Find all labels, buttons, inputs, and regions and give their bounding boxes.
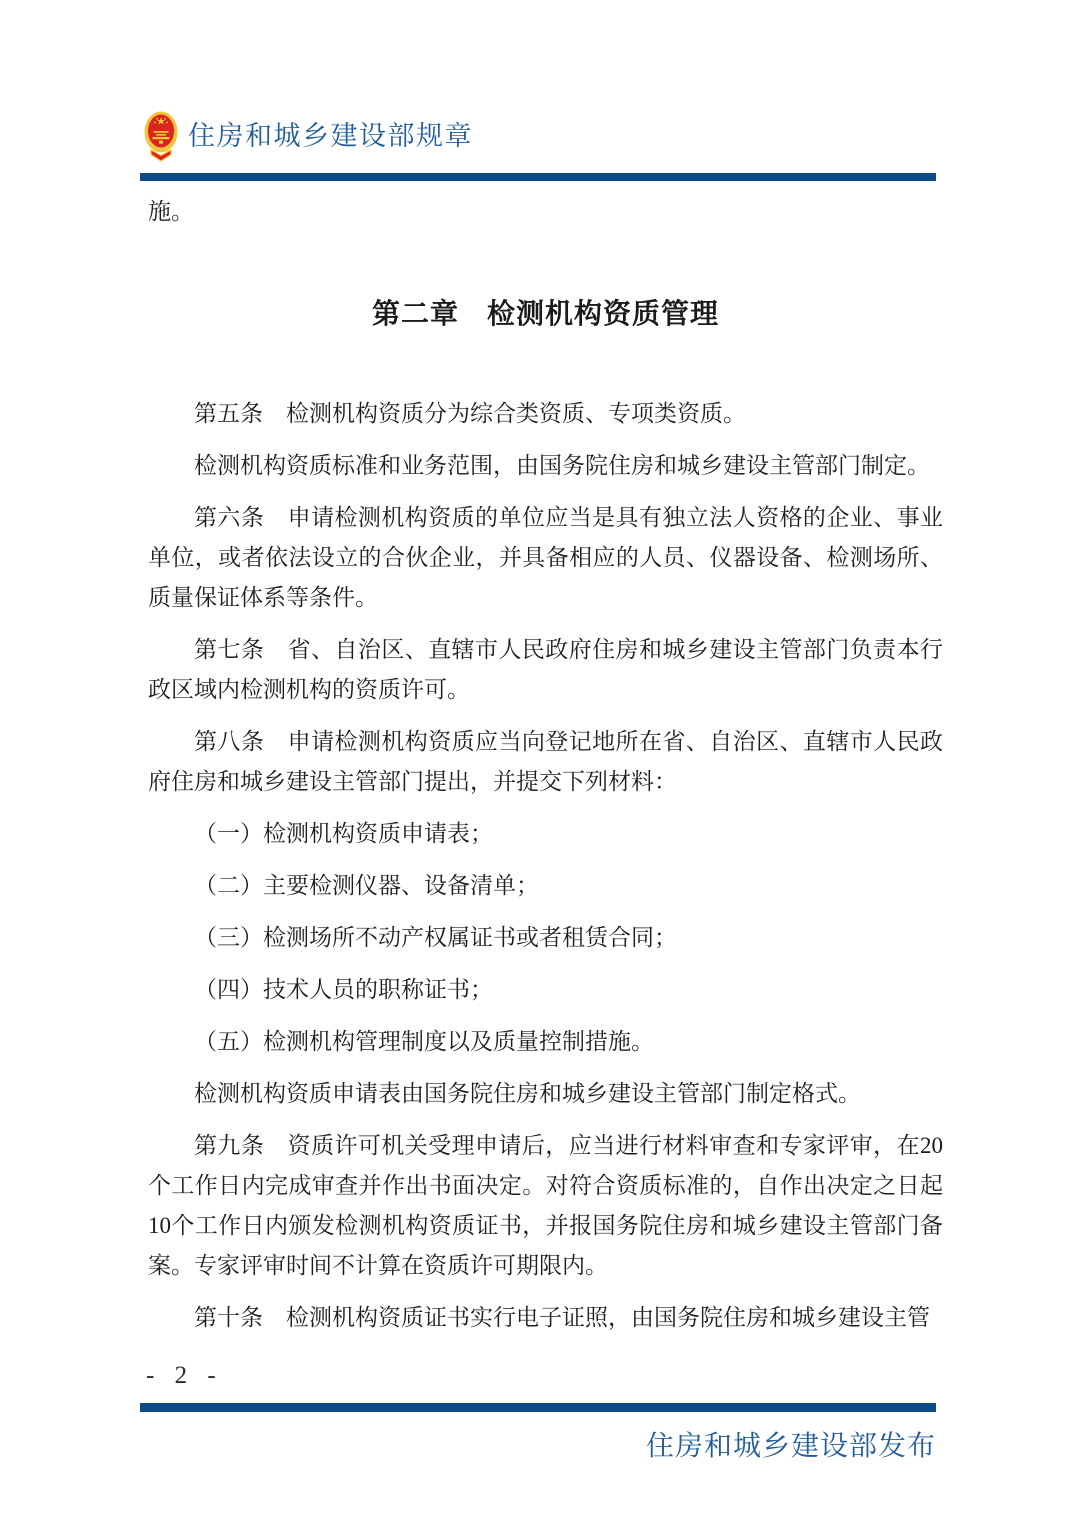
body-paragraph: 第十条 检测机构资质证书实行电子证照，由国务院住房和城乡建设主管 bbox=[194, 1305, 930, 1330]
body-paragraph: 第八条 申请检测机构资质应当向登记地所在省、自治区、直辖市人民政府住房和城乡建设主管部门提出，并提交下列材料： bbox=[148, 729, 943, 794]
body-list-item: （三）检测场所不动产权属证书或者租赁合同； bbox=[194, 925, 677, 950]
body-list-item: （四）技术人员的职称证书； bbox=[194, 977, 493, 1002]
national-emblem-icon bbox=[144, 110, 178, 162]
chapter-title: 检测机构资质管理 bbox=[487, 298, 720, 329]
body-list-item: （一）检测机构资质申请表； bbox=[194, 821, 493, 846]
body-paragraph: 第七条 省、自治区、直辖市人民政府住房和城乡建设主管部门负责本行政区域内检测机构的资质许可。 bbox=[148, 637, 943, 702]
body-paragraph: 检测机构资质标准和业务范围，由国务院住房和城乡建设主管部门制定。 bbox=[194, 453, 930, 478]
header-divider bbox=[140, 173, 936, 181]
body-paragraph: 第六条 申请检测机构资质的单位应当是具有独立法人资格的企业、事业单位，或者依法设立的合伙企业，并具备相应的人员、仪器设备、检测场所、质量保证体系等条件。 bbox=[148, 505, 943, 610]
document-body bbox=[148, 192, 943, 1350]
header-title: 住房和城乡建设部规章 bbox=[188, 121, 473, 151]
continuation-paragraph: 施。 bbox=[148, 199, 194, 224]
publisher-label: 住房和城乡建设部发布 bbox=[645, 1431, 936, 1462]
page-header bbox=[144, 110, 473, 162]
chapter-number: 第二章 bbox=[371, 298, 459, 329]
body-paragraph: 第五条 检测机构资质分为综合类资质、专项类资质。 bbox=[194, 401, 746, 426]
footer-divider bbox=[140, 1403, 936, 1412]
chapter-heading bbox=[148, 292, 943, 336]
body-paragraph: 检测机构资质申请表由国务院住房和城乡建设主管部门制定格式。 bbox=[194, 1081, 861, 1106]
body-list-item: （五）检测机构管理制度以及质量控制措施。 bbox=[194, 1029, 654, 1054]
body-paragraph: 第九条 资质许可机关受理申请后，应当进行材料审查和专家评审，在20个工作日内完成审查并作出书面决定。对符合资质标准的，自作出决定之日起10个工作日内颁发检测机构资质证书，并报国务院住房和城乡建设主管部门备案。专家评审时间不计算在资质许可期限内。 bbox=[148, 1133, 943, 1278]
body-list-item: （二）主要检测仪器、设备清单； bbox=[194, 873, 539, 898]
page-number: - 2 - bbox=[146, 1362, 223, 1389]
